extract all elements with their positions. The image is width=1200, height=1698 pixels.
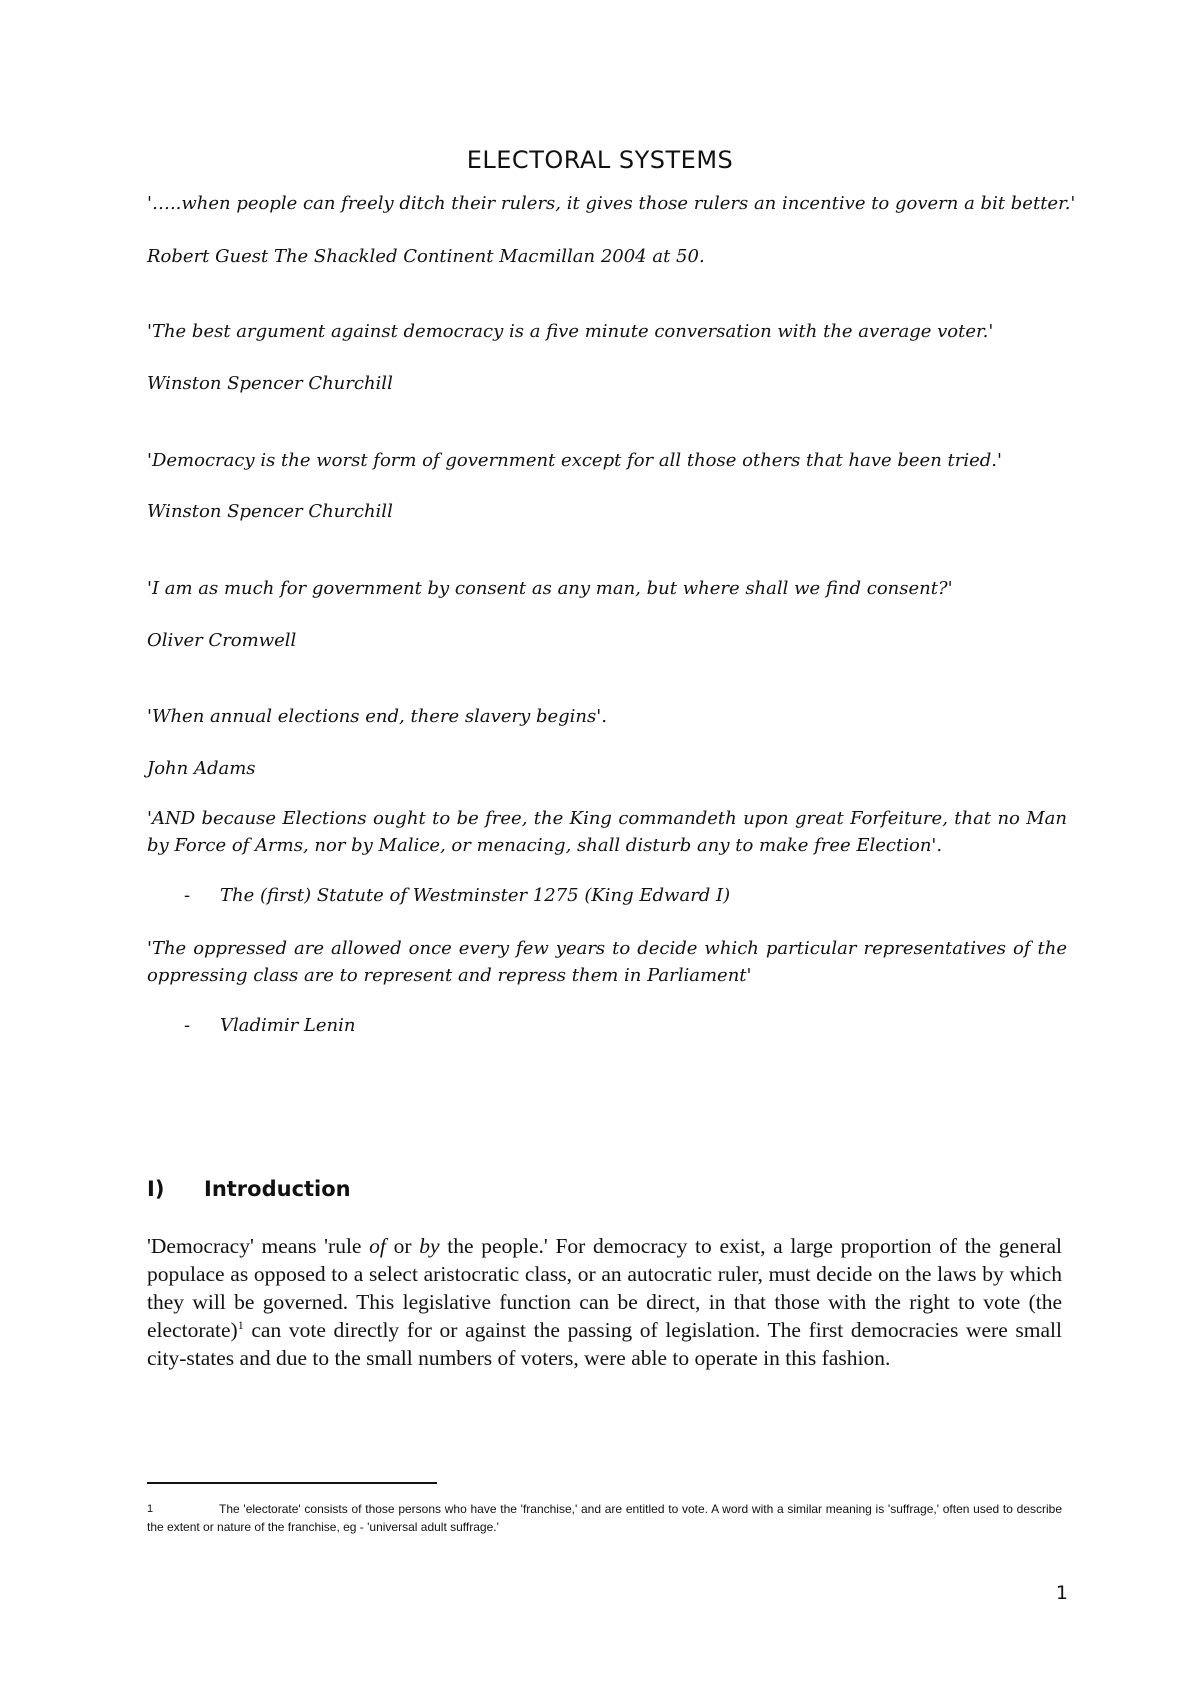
para-emphasis-by: by bbox=[419, 1234, 440, 1258]
quote-churchill-2: 'Democracy is the worst form of government except for all those others that have been tried.' bbox=[147, 450, 1002, 471]
introduction-paragraph bbox=[147, 1232, 1062, 1372]
attribution-westminster-text: The (first) Statute of Westminster 1275 (King Edward I) bbox=[220, 885, 731, 906]
footnote-reference[interactable]: 1 bbox=[237, 1317, 244, 1332]
para-text: or bbox=[385, 1234, 420, 1258]
attribution-lenin bbox=[184, 1012, 1064, 1039]
attribution-churchill-2: Winston Spencer Churchill bbox=[147, 501, 393, 522]
para-text: can vote directly for or against the passing of legislation. The first democracies were small city-states and due to the small numbers of voters, were able to operate in this fashion. bbox=[147, 1318, 1062, 1370]
footnote-text: The 'electorate' consists of those persons who have the 'franchise,' and are entitled to vote. A word with a similar meaning is 'suffrage,' often used to describe the extent or nature of the franchise, eg - 'universal adult suffrage.' bbox=[147, 1502, 1062, 1534]
attribution-guest: Robert Guest The Shackled Continent Macmillan 2004 at 50. bbox=[147, 246, 705, 267]
quote-adams: 'When annual elections end, there slavery begins'. bbox=[147, 706, 607, 727]
section-number: I) bbox=[147, 1177, 165, 1201]
para-emphasis-of: of bbox=[369, 1234, 386, 1258]
attribution-adams: John Adams bbox=[147, 758, 256, 779]
page-number: 1 bbox=[1055, 1582, 1068, 1604]
quote-westminster: 'AND because Elections ought to be free, the King commandeth upon great Forfeiture, that no Man by Force of Arms, nor by Malice, or menacing, shall disturb any to make free Election'. bbox=[147, 808, 1067, 856]
quote-cromwell: 'I am as much for government by consent as any man, but where shall we find consent?' bbox=[147, 578, 953, 599]
quote-guest: '…..when people can freely ditch their rulers, it gives those rulers an incentive to govern a bit better.' bbox=[147, 193, 1076, 214]
quote-churchill-1: 'The best argument against democracy is a five minute conversation with the average voter.' bbox=[147, 321, 994, 342]
section-heading bbox=[147, 1177, 351, 1201]
quote-lenin: 'The oppressed are allowed once every few years to decide which particular representatives of the oppressing class are to represent and repress them in Parliament' bbox=[147, 938, 1067, 986]
section-title: Introduction bbox=[204, 1177, 351, 1201]
list-dash: - bbox=[184, 1015, 191, 1036]
footnote bbox=[147, 1500, 1062, 1536]
attribution-lenin-text: Vladimir Lenin bbox=[220, 1015, 356, 1036]
document-title: ELECTORAL SYSTEMS bbox=[466, 146, 734, 174]
para-text: the people.' For democracy to exist, a large proportion of the general populace as opposed to a select aristocratic class, or an autocratic ruler, must decide on the laws by which they will be governed. This legislative function can be direct, in that those with the right to vote (the electorate) bbox=[147, 1234, 1062, 1342]
attribution-cromwell: Oliver Cromwell bbox=[147, 630, 297, 651]
attribution-churchill-1: Winston Spencer Churchill bbox=[147, 373, 393, 394]
footnote-number: 1 bbox=[147, 1503, 154, 1515]
list-dash: - bbox=[184, 885, 191, 906]
attribution-westminster bbox=[184, 882, 1064, 909]
para-text: 'Democracy' means 'rule bbox=[147, 1234, 370, 1258]
footnote-separator bbox=[147, 1482, 437, 1484]
